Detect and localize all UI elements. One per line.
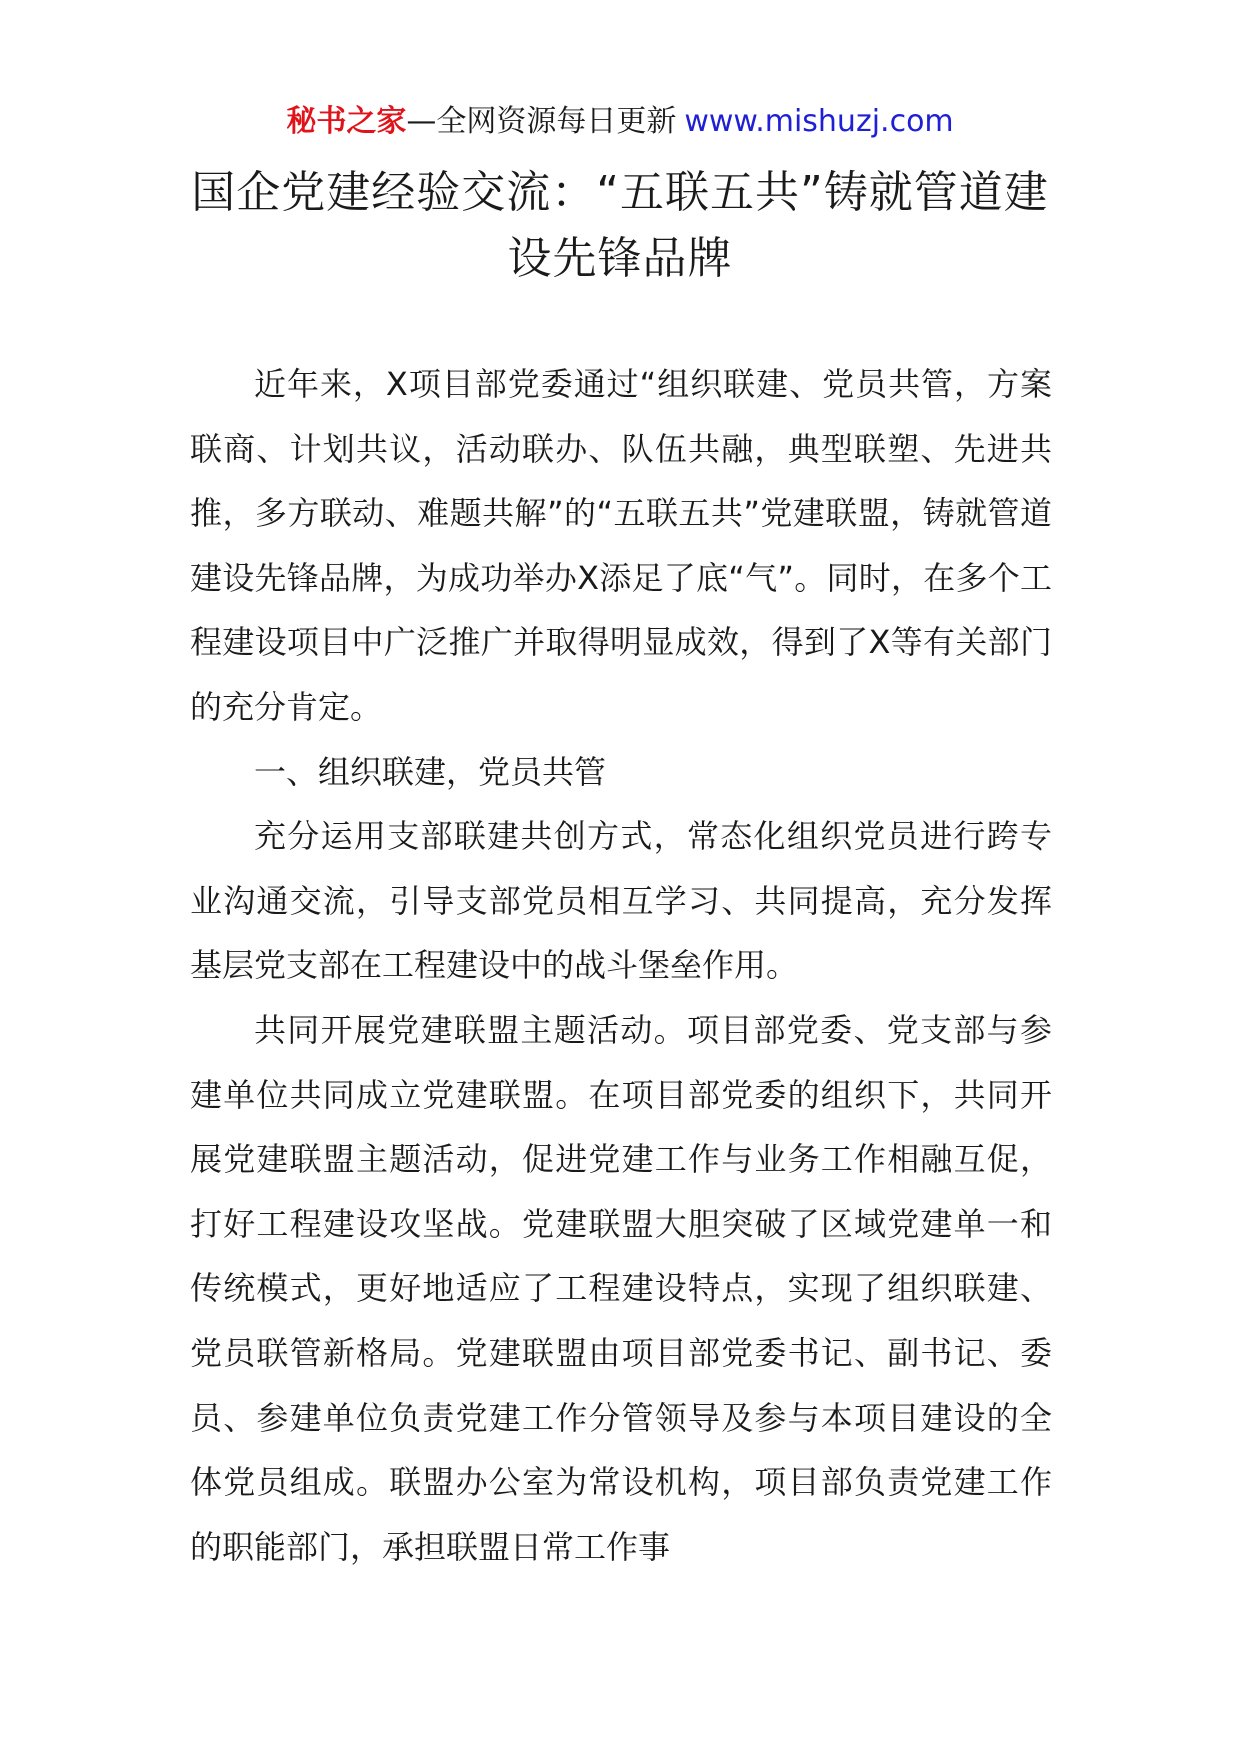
site-url-link[interactable]: www.mishuzj.com	[684, 104, 954, 139]
brand-name: 秘书之家	[286, 104, 407, 139]
header-tagline: —全网资源每日更新	[406, 104, 677, 139]
document-title: 国企党建经验交流：“五联五共”铸就管道建设先锋品牌	[191, 167, 1049, 284]
section-heading: 一、组织联建，党员共管	[254, 752, 607, 791]
body-paragraph: 充分运用支部联建共创方式，常态化组织党员进行跨专业沟通交流，引导支部党员相互学习、共同提高，充分发挥基层党支部在工程建设中的战斗堡垒作用。	[190, 817, 1052, 985]
intro-paragraph: 近年来，X项目部党委通过“组织联建、党员共管，方案联商、计划共议，活动联办、队伍共融，典型联塑、先进共推，多方联动、难题共解”的“五联五共”党建联盟，铸就管道建设先锋品牌，为成功举办X添足了底“气”。同时，在多个工程建设项目中广泛推广并取得明显成效，得到了X等有关部门的充分肯定。	[190, 365, 1052, 726]
document-body	[190, 352, 1052, 1579]
body-paragraph: 共同开展党建联盟主题活动。项目部党委、党支部与参建单位共同成立党建联盟。在项目部党委的组织下，共同开展党建联盟主题活动，促进党建工作与业务工作相融互促，打好工程建设攻坚战。党建联盟大胆突破了区域党建单一和传统模式，更好地适应了工程建设特点，实现了组织联建、党员联管新格局。党建联盟由项目部党委书记、副书记、委员、参建单位负责党建工作分管领导及参与本项目建设的全体党员组成。联盟办公室为常设机构，项目部负责党建工作的职能部门，承担联盟日常工作事	[190, 1010, 1052, 1566]
site-header	[0, 100, 1240, 144]
